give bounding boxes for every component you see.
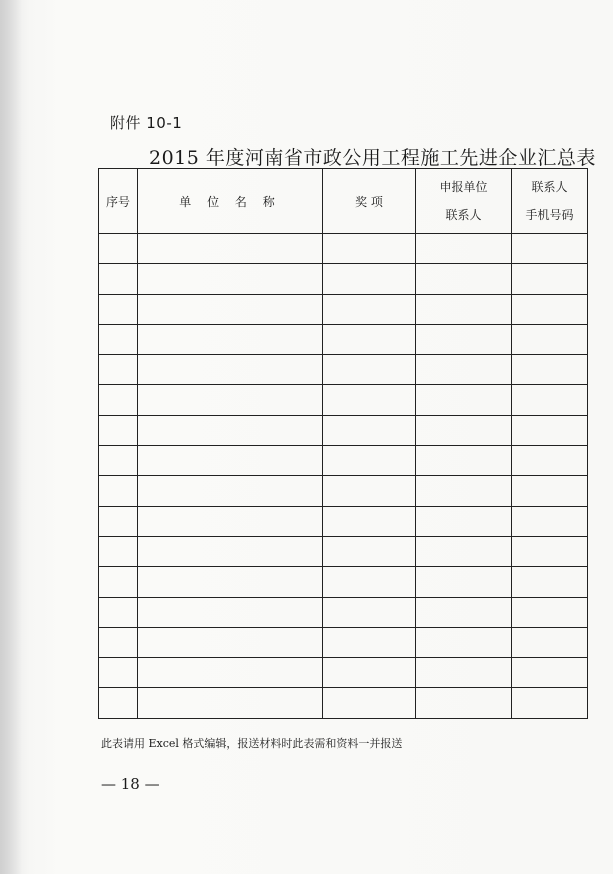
seq-cell	[99, 355, 138, 385]
table-row	[99, 688, 588, 718]
document-title: 2015 年度河南省市政公用工程施工先进企业汇总表	[149, 147, 596, 169]
attachment-label: 附件 10-1	[110, 114, 183, 132]
seq-cell	[99, 506, 138, 536]
table-row	[99, 658, 588, 688]
contact-phone-cell	[512, 476, 588, 506]
contact-phone-cell	[512, 446, 588, 476]
award-cell	[323, 324, 416, 354]
header-reporting-contact: 申报单位 联系人	[416, 169, 512, 234]
reporting-contact-cell	[416, 567, 512, 597]
reporting-contact-cell	[416, 627, 512, 657]
unit-name-cell	[138, 294, 323, 324]
award-cell	[323, 294, 416, 324]
award-cell	[323, 627, 416, 657]
contact-phone-cell	[512, 567, 588, 597]
award-cell	[323, 264, 416, 294]
page-number: — 18 —	[101, 775, 160, 793]
unit-name-cell	[138, 415, 323, 445]
award-cell	[323, 506, 416, 536]
contact-phone-cell	[512, 355, 588, 385]
header-award: 奖 项	[323, 169, 416, 234]
contact-phone-cell	[512, 415, 588, 445]
seq-cell	[99, 688, 138, 718]
contact-phone-cell	[512, 294, 588, 324]
contact-phone-cell	[512, 385, 588, 415]
unit-name-cell	[138, 536, 323, 566]
seq-cell	[99, 597, 138, 627]
unit-name-cell	[138, 567, 323, 597]
table-row	[99, 476, 588, 506]
table-row	[99, 627, 588, 657]
table-row	[99, 355, 588, 385]
unit-name-cell	[138, 264, 323, 294]
seq-cell	[99, 658, 138, 688]
reporting-contact-cell	[416, 506, 512, 536]
unit-name-cell	[138, 506, 323, 536]
seq-cell	[99, 415, 138, 445]
unit-name-cell	[138, 688, 323, 718]
award-cell	[323, 234, 416, 264]
reporting-contact-cell	[416, 415, 512, 445]
seq-cell	[99, 294, 138, 324]
reporting-contact-cell	[416, 446, 512, 476]
seq-cell	[99, 385, 138, 415]
reporting-contact-cell	[416, 324, 512, 354]
reporting-contact-cell	[416, 234, 512, 264]
reporting-contact-cell	[416, 658, 512, 688]
table-row	[99, 234, 588, 264]
unit-name-cell	[138, 355, 323, 385]
unit-name-cell	[138, 385, 323, 415]
table-row	[99, 415, 588, 445]
reporting-contact-cell	[416, 294, 512, 324]
page-edge-shadow	[0, 0, 22, 874]
table-row	[99, 446, 588, 476]
unit-name-cell	[138, 476, 323, 506]
contact-phone-cell	[512, 688, 588, 718]
unit-name-cell	[138, 234, 323, 264]
seq-cell	[99, 446, 138, 476]
contact-phone-cell	[512, 658, 588, 688]
seq-cell	[99, 536, 138, 566]
seq-cell	[99, 324, 138, 354]
contact-phone-cell	[512, 597, 588, 627]
table-row	[99, 567, 588, 597]
header-unit-name: 单 位 名 称	[138, 169, 323, 234]
seq-cell	[99, 264, 138, 294]
award-cell	[323, 415, 416, 445]
award-cell	[323, 597, 416, 627]
table-row	[99, 597, 588, 627]
contact-phone-cell	[512, 506, 588, 536]
footnote: 此表请用 Excel 格式编辑，报送材料时此表需和资料一并报送	[101, 737, 403, 750]
seq-cell	[99, 234, 138, 264]
table-header-row	[99, 169, 588, 234]
reporting-contact-cell	[416, 264, 512, 294]
table-row	[99, 536, 588, 566]
header-seq: 序号	[99, 169, 138, 234]
unit-name-cell	[138, 627, 323, 657]
contact-phone-cell	[512, 536, 588, 566]
reporting-contact-cell	[416, 476, 512, 506]
award-cell	[323, 476, 416, 506]
seq-cell	[99, 476, 138, 506]
contact-phone-cell	[512, 234, 588, 264]
seq-cell	[99, 567, 138, 597]
reporting-contact-cell	[416, 597, 512, 627]
header-contact-phone: 联系人 手机号码	[512, 169, 588, 234]
table-row	[99, 324, 588, 354]
table-row	[99, 294, 588, 324]
award-cell	[323, 385, 416, 415]
unit-name-cell	[138, 658, 323, 688]
contact-phone-cell	[512, 324, 588, 354]
award-cell	[323, 536, 416, 566]
seq-cell	[99, 627, 138, 657]
award-cell	[323, 355, 416, 385]
contact-phone-cell	[512, 264, 588, 294]
award-cell	[323, 688, 416, 718]
unit-name-cell	[138, 324, 323, 354]
summary-table	[98, 168, 588, 719]
award-cell	[323, 658, 416, 688]
reporting-contact-cell	[416, 355, 512, 385]
reporting-contact-cell	[416, 688, 512, 718]
table-row	[99, 264, 588, 294]
reporting-contact-cell	[416, 536, 512, 566]
table-row	[99, 385, 588, 415]
reporting-contact-cell	[416, 385, 512, 415]
table-row	[99, 506, 588, 536]
unit-name-cell	[138, 446, 323, 476]
award-cell	[323, 446, 416, 476]
table-body	[99, 234, 588, 719]
award-cell	[323, 567, 416, 597]
unit-name-cell	[138, 597, 323, 627]
contact-phone-cell	[512, 627, 588, 657]
